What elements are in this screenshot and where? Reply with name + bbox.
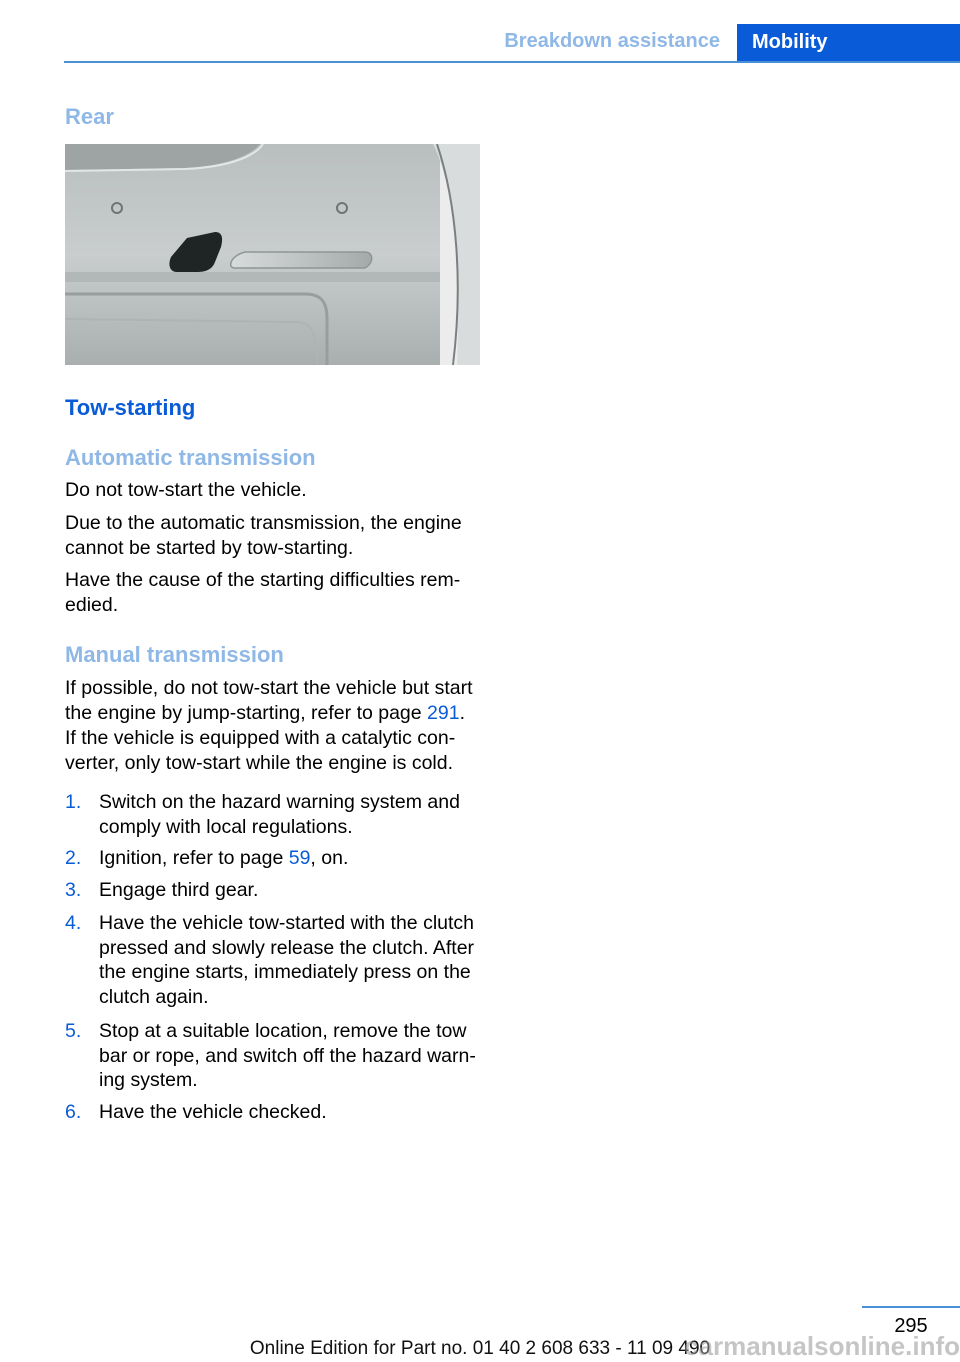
list-item	[65, 790, 485, 839]
page-link-291[interactable]: 291	[427, 701, 460, 724]
step-number: 4.	[65, 912, 82, 934]
step-number: 1.	[65, 791, 82, 813]
list-item	[65, 846, 485, 871]
tow-starting-title: Tow-starting	[65, 395, 196, 420]
edition-line: Online Edition for Part no. 01 40 2 608 633 - 11 09 490	[249, 1338, 711, 1359]
step-number: 2.	[65, 847, 82, 869]
manual-transmission-heading: Manual transmission	[65, 642, 284, 667]
header-rule	[64, 61, 960, 63]
manual-intro-text: If possible, do not tow-start the vehicle but start the engine by jump-starting, refer to page	[65, 677, 473, 724]
step-text: Have the vehicle tow-started with the clutch pressed and slowly release the clutch. After the engine starts, immediately press on the clutch again.	[99, 912, 475, 1008]
automatic-paragraph-1: Do not tow-start the vehicle.	[65, 479, 307, 501]
automatic-paragraph-3: Have the cause of the starting difficulties rem‐edied.	[65, 569, 461, 616]
step-text	[99, 846, 485, 871]
list-item	[65, 878, 485, 903]
step-number: 3.	[65, 879, 82, 901]
step-number: 5.	[65, 1020, 82, 1042]
page-link-59[interactable]: 59	[288, 847, 311, 869]
list-item	[65, 1100, 485, 1125]
header-chapter-tab[interactable]: Mobility	[737, 24, 960, 63]
rear-heading: Rear	[65, 104, 114, 129]
footer-rule	[862, 1306, 960, 1308]
list-item	[65, 911, 485, 1009]
step-number: 6.	[65, 1101, 82, 1123]
step-text: Have the vehicle checked.	[99, 1101, 327, 1123]
automatic-transmission-heading: Automatic transmission	[65, 445, 316, 470]
list-item	[65, 1019, 485, 1093]
step-text-part: , on.	[310, 847, 349, 869]
step-text-part: Ignition, refer to page	[99, 847, 289, 869]
manual-intro-end: .	[459, 701, 466, 724]
page-number: 295	[894, 1315, 928, 1337]
manual-intro	[65, 676, 485, 725]
step-text: Switch on the hazard warning system and comply with local regulations.	[99, 791, 460, 838]
automatic-paragraph-2: Due to the automatic transmission, the engine cannot be started by tow-starting.	[65, 512, 462, 559]
rear-bumper-illustration	[65, 144, 480, 365]
catalytic-converter-note: If the vehicle is equipped with a catalytic con‐verter, only tow-start while the engine is cold.	[65, 727, 456, 774]
header-section-title: Breakdown assistance	[504, 30, 720, 52]
watermark: carmanualsonline.info	[684, 1331, 960, 1361]
step-text: Stop at a suitable location, remove the tow bar or rope, and switch off the hazard warn‐ing system.	[99, 1020, 476, 1091]
step-text: Engage third gear.	[99, 879, 259, 901]
